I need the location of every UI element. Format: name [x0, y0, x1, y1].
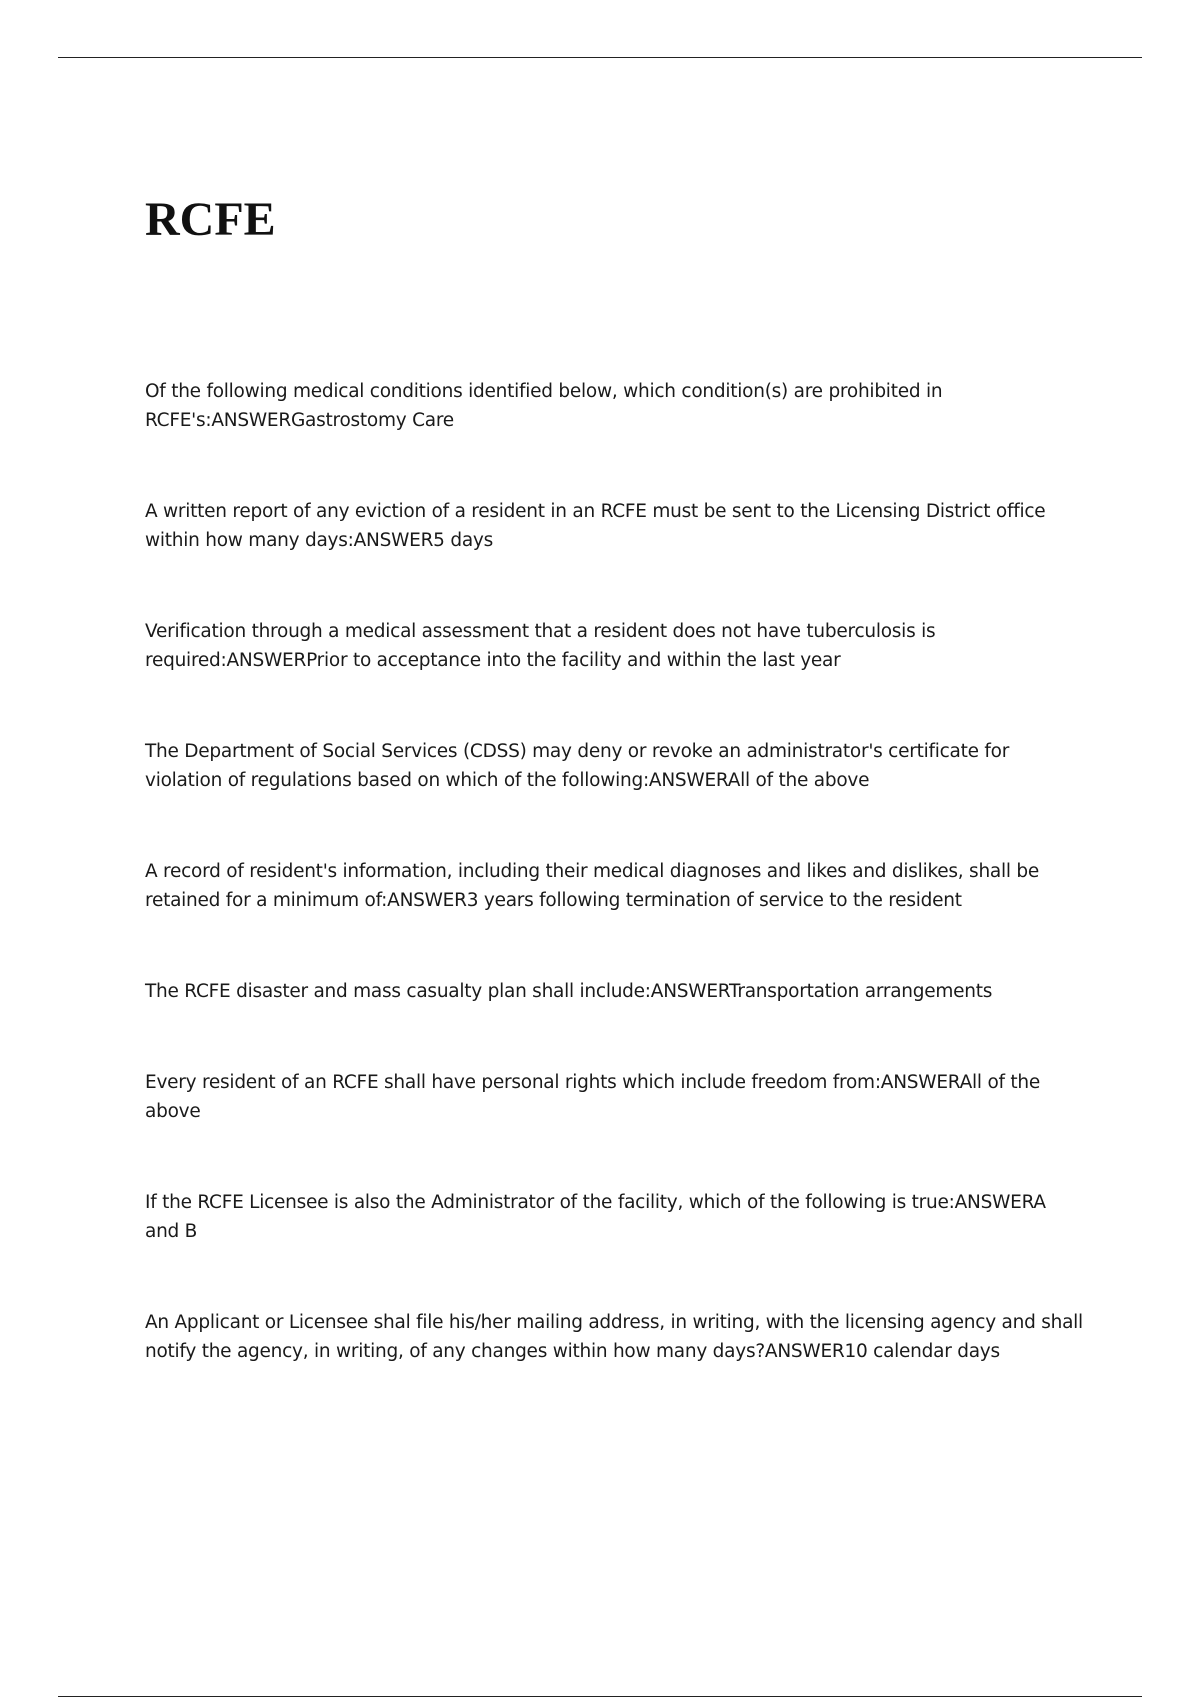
qa-item: A written report of any eviction of a resident in an RCFE must be sent to the Licensing District office within how many days:ANSWER5 days: [145, 501, 1046, 551]
page-title: RCFE: [145, 193, 276, 246]
qa-item: The Department of Social Services (CDSS) may deny or revoke an administrator's certificate for violation of regulations based on which of the following:ANSWERAll of the above: [145, 741, 1010, 791]
qa-item: The RCFE disaster and mass casualty plan shall include:ANSWERTransportation arrangements: [145, 981, 993, 1002]
qa-item: Every resident of an RCFE shall have personal rights which include freedom from:ANSWERAll of the above: [145, 1072, 1041, 1122]
qa-item: Of the following medical conditions identified below, which condition(s) are prohibited in RCFE's:ANSWERGastrostomy Care: [145, 381, 943, 431]
qa-item: An Applicant or Licensee shal file his/her mailing address, in writing, with the licensing agency and shall notify the agency, in writing, of any changes within how many days?ANSWER10 calendar days: [145, 1312, 1083, 1362]
qa-item: A record of resident's information, including their medical diagnoses and likes and dislikes, shall be retained for a minimum of:ANSWER3 years following termination of service to the resident: [145, 861, 1040, 911]
qa-item: Verification through a medical assessment that a resident does not have tuberculosis is required:ANSWERPrior to acceptance into the facility and within the last year: [145, 621, 936, 671]
footer-rule: [58, 1696, 1142, 1697]
qa-item: If the RCFE Licensee is also the Administrator of the facility, which of the following is true:ANSWERA and B: [145, 1192, 1046, 1242]
header-rule: [58, 57, 1142, 58]
qa-list: [145, 377, 1085, 1428]
